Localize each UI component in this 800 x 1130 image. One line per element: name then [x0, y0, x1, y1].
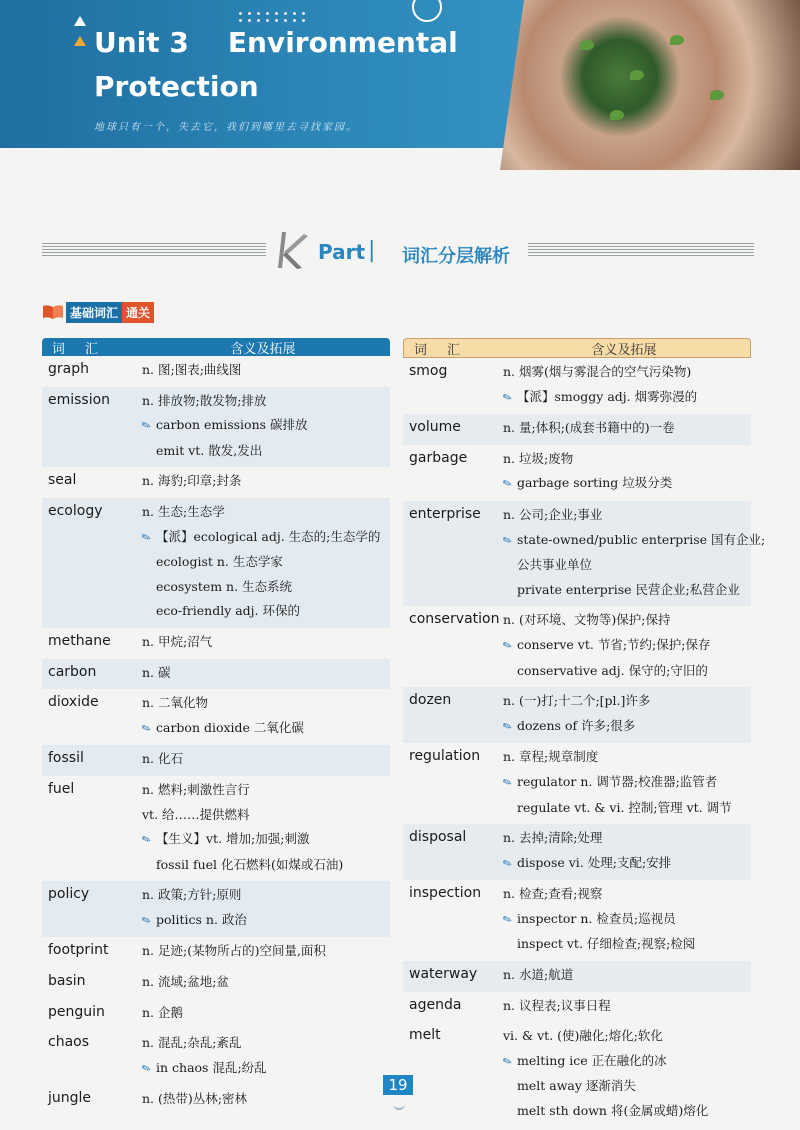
vocab-meanings — [500, 358, 751, 414]
vocab-word: policy — [48, 886, 90, 903]
pen-icon: ✎ — [500, 911, 514, 928]
vocab-meanings — [142, 999, 390, 1030]
line-text: n. 化石 — [142, 751, 183, 767]
pen-icon: ✎ — [139, 418, 153, 434]
vocab-row — [42, 387, 390, 468]
vocab-row — [42, 937, 390, 968]
vocab-row — [42, 689, 390, 745]
pen-icon: ✎ — [500, 855, 514, 872]
extension-line — [500, 633, 751, 659]
vocab-word: inspection — [409, 885, 482, 902]
vocab-word: carbon — [48, 663, 97, 680]
vocab-row — [42, 881, 390, 937]
vocab-row — [42, 1029, 390, 1085]
vocab-row — [403, 992, 751, 1023]
extension-subline — [503, 578, 765, 603]
extension-line — [139, 908, 390, 934]
pen-icon: ✎ — [500, 532, 514, 548]
vocab-meanings — [139, 498, 390, 628]
part-k-icon — [272, 228, 312, 272]
line-text: vt. 给……提供燃料 — [142, 806, 250, 822]
vocab-word: regulation — [409, 748, 481, 765]
vocab-row — [42, 356, 390, 387]
line-text: melt sth down 将(金属或蜡)熔化 — [517, 1103, 709, 1119]
line-text: n. 章程;规章制度 — [503, 749, 599, 765]
meaning-line — [142, 1031, 390, 1056]
extension-subline — [142, 599, 390, 624]
meaning-line — [142, 630, 390, 655]
line-text: ecosystem n. 生态系统 — [156, 578, 293, 594]
vocab-row — [42, 628, 390, 659]
unit-subtitle: 地球只有一个，失去它，我们到哪里去寻找家园。 — [94, 122, 358, 133]
triangle-icon — [74, 36, 86, 46]
extension-subline — [503, 1099, 751, 1124]
sprout-icon — [630, 70, 644, 80]
line-text: n. 生态;生态学 — [142, 503, 225, 519]
vocab-meanings — [142, 467, 390, 498]
extension-subline — [142, 575, 390, 600]
vocab-word: dioxide — [48, 694, 99, 711]
line-text: n. 公司;企业;事业 — [503, 506, 603, 522]
line-text: emit vt. 散发,发出 — [156, 442, 263, 458]
vocab-meanings — [142, 659, 390, 690]
line-text: 【派】ecological adj. 生态的;生态学的 — [156, 528, 381, 544]
meaning-line — [503, 882, 751, 907]
vocab-row — [42, 1085, 390, 1116]
line-text: n. 混乱;杂乱;紊乱 — [142, 1035, 242, 1051]
line-text: dozens of 许多;很多 — [517, 717, 636, 733]
line-text: n. 甲烷;沼气 — [142, 633, 213, 649]
extension-line — [500, 471, 751, 497]
extension-line — [139, 716, 390, 742]
vocab-word: penguin — [48, 1003, 105, 1020]
meaning-line — [142, 691, 390, 716]
vocab-word: fuel — [48, 780, 75, 797]
line-text: n. (热带)丛林;密林 — [142, 1091, 247, 1107]
vocab-row — [42, 776, 390, 881]
line-text: melting ice 正在融化的冰 — [517, 1052, 667, 1068]
pen-icon: ✎ — [139, 912, 153, 929]
meaning-line — [142, 1087, 390, 1112]
header-word: 词 汇 — [413, 342, 469, 358]
pen-icon: ✎ — [500, 774, 514, 791]
vocab-word: conservation — [409, 611, 500, 628]
vocab-row — [403, 606, 751, 687]
vocab-row — [403, 1022, 751, 1127]
meaning-line — [503, 745, 751, 770]
line-text: in chaos 混乱;纷乱 — [156, 1059, 267, 1075]
line-text: n. 燃料;刺激性言行 — [142, 781, 250, 797]
line-text: n. 去掉;清除;处理 — [503, 830, 603, 846]
meaning-line — [142, 1001, 390, 1026]
extension-subline — [503, 553, 765, 578]
vocab-meanings — [500, 501, 766, 606]
vocab-word: smog — [409, 363, 448, 379]
meaning-line — [503, 689, 751, 714]
line-text: private enterprise 民营企业;私营企业 — [517, 581, 740, 597]
sprout-icon — [710, 90, 724, 100]
extension-subline — [503, 796, 751, 821]
line-text: regulator n. 调节器;校准器;监管者 — [517, 773, 718, 789]
section-label-pass: 通关 — [122, 302, 154, 323]
vocab-meanings — [142, 628, 390, 659]
extension-line — [500, 1049, 751, 1075]
vocab-word: ecology — [48, 502, 103, 519]
vocab-table-left — [42, 338, 390, 1116]
line-text: n. 海豹;印章;封条 — [142, 473, 242, 489]
meaning-line — [503, 503, 765, 528]
section-label-basic: 基础词汇 — [66, 302, 122, 323]
line-text: 公共事业单位 — [517, 557, 593, 573]
vocab-row — [42, 745, 390, 776]
vocab-row — [403, 743, 751, 824]
line-text: eco-friendly adj. 环保的 — [156, 603, 301, 619]
part-letter: K — [292, 254, 295, 259]
unit-title-line1: Unit 3 Environmental — [94, 26, 458, 59]
vocab-row — [42, 467, 390, 498]
page-number: 19 — [383, 1075, 413, 1095]
meaning-line — [503, 416, 751, 441]
vocab-word: basin — [48, 973, 86, 990]
sprout-icon — [610, 110, 624, 120]
pen-icon: ✎ — [500, 389, 514, 405]
pen-icon: ✎ — [500, 1053, 514, 1070]
meaning-line — [503, 994, 751, 1019]
line-text: 【生义】vt. 增加;加强;刺激 — [156, 831, 310, 847]
pen-icon: ✎ — [500, 637, 514, 654]
meaning-line — [503, 608, 751, 633]
part-label: Part — [318, 240, 366, 264]
meaning-line — [503, 360, 751, 385]
decorative-dots — [236, 10, 306, 24]
vocab-row — [42, 999, 390, 1030]
vocab-word: enterprise — [409, 505, 481, 522]
vocab-row — [403, 445, 751, 501]
line-text: carbon emissions 碳排放 — [156, 417, 308, 433]
line-text: n. 二氧化物 — [142, 695, 208, 711]
vocab-meanings — [142, 1085, 390, 1116]
vocab-meanings — [500, 743, 751, 824]
meaning-line — [503, 447, 751, 472]
line-text: vi. & vt. (使)融化;熔化;软化 — [503, 1028, 663, 1044]
extension-line — [500, 851, 751, 877]
pen-icon: ✎ — [500, 476, 514, 492]
pen-icon: ✎ — [139, 832, 153, 848]
line-text: n. 垃圾;废物 — [503, 450, 574, 466]
extension-subline — [142, 439, 390, 464]
extension-subline — [503, 932, 751, 957]
vocab-word: footprint — [48, 942, 109, 959]
line-text: n. 碳 — [142, 664, 171, 680]
line-text: conserve vt. 节省;节约;保护;保存 — [517, 636, 711, 652]
hands-with-seedlings-photo — [500, 0, 800, 170]
pen-icon: ✎ — [139, 1060, 153, 1077]
vocab-word: melt — [409, 1027, 441, 1044]
hatch-rule-right — [528, 242, 754, 256]
meaning-line — [142, 500, 390, 525]
vocab-row — [42, 659, 390, 690]
vocab-row — [403, 824, 751, 880]
meaning-line — [142, 661, 390, 686]
line-text: regulate vt. & vi. 控制;管理 vt. 调节 — [517, 799, 732, 815]
vocab-word: garbage — [409, 449, 468, 466]
line-text: n. 议程表;议事日程 — [503, 997, 611, 1013]
extension-line — [500, 714, 751, 740]
vocab-row — [403, 414, 751, 445]
vocab-meanings — [139, 776, 390, 881]
meaning-line — [142, 883, 390, 908]
vocab-row — [42, 968, 390, 999]
meaning-line — [142, 747, 390, 772]
vocab-meanings — [500, 687, 751, 743]
vocab-word: graph — [48, 361, 89, 377]
line-text: n. (对环境、文物等)保护;保持 — [503, 612, 671, 628]
pen-icon: ✎ — [500, 718, 514, 735]
vocab-meanings — [142, 356, 390, 387]
vocab-meanings — [142, 745, 390, 776]
extension-subline — [503, 659, 751, 684]
part-title: 词汇分层解析 — [402, 246, 510, 267]
table-header — [403, 338, 751, 358]
vocab-row — [403, 358, 751, 414]
vocab-word: volume — [409, 419, 461, 436]
vocab-row — [403, 880, 751, 961]
line-text: conservative adj. 保守的;守旧的 — [517, 662, 708, 678]
sprout-icon — [580, 40, 594, 50]
vocab-meanings — [500, 1022, 751, 1127]
header-word: 词 汇 — [51, 341, 107, 357]
vocab-word: methane — [48, 632, 111, 649]
line-text: inspect vt. 仔细检查;视察;检阅 — [517, 936, 696, 952]
vocab-meanings — [503, 414, 751, 445]
vocab-meanings — [142, 937, 390, 968]
extension-subline — [142, 550, 390, 575]
vocab-word: waterway — [409, 966, 478, 983]
vocab-meanings — [139, 387, 390, 468]
extension-subline — [142, 853, 390, 878]
meaning-line — [503, 963, 751, 988]
extension-line — [500, 385, 751, 411]
vocab-meanings — [503, 992, 751, 1023]
extension-line — [139, 413, 390, 439]
line-text: n. 排放物;散发物;排放 — [142, 392, 267, 408]
vocab-word: fossil — [48, 750, 84, 767]
line-text: n. 量;体积;(成套书籍中的)一卷 — [503, 420, 675, 436]
extension-line — [139, 1056, 390, 1082]
table-body — [42, 356, 390, 1116]
line-text: 【派】smoggy adj. 烟雾弥漫的 — [517, 388, 698, 404]
extension-line — [500, 528, 766, 554]
vocab-row — [403, 501, 766, 606]
line-text: state-owned/public enterprise 国有企业; — [517, 531, 766, 547]
line-text: n. 水道;航道 — [503, 967, 574, 983]
table-header — [42, 338, 390, 356]
vocab-row — [42, 498, 390, 628]
table-body — [403, 358, 766, 1128]
pen-icon: ✎ — [139, 720, 153, 737]
line-text: garbage sorting 垃圾分类 — [517, 475, 673, 491]
line-text: n. 烟雾(烟与雾混合的空气污染物) — [503, 364, 692, 379]
meaning-line — [142, 803, 390, 828]
unit-title-line2: Protection — [94, 70, 259, 103]
extension-line — [500, 907, 751, 933]
line-text: melt away 逐渐消失 — [517, 1078, 636, 1094]
line-text: carbon dioxide 二氧化碳 — [156, 719, 304, 735]
line-text: n. 足迹;(某物所占的)空间量,面积 — [142, 943, 326, 959]
line-text: n. 企鹅 — [142, 1004, 183, 1020]
pen-icon: ✎ — [139, 529, 153, 545]
vocab-meanings — [139, 881, 390, 937]
extension-line — [500, 770, 751, 796]
open-book-icon — [42, 304, 64, 320]
header-meaning: 含义及拓展 — [230, 341, 296, 357]
meaning-line — [142, 469, 390, 494]
vocab-meanings — [500, 824, 751, 880]
vocab-word: disposal — [409, 829, 467, 846]
vocab-meanings — [500, 880, 751, 961]
vocab-word: chaos — [48, 1034, 90, 1051]
line-text: fossil fuel 化石燃料(如煤或石油) — [156, 856, 344, 872]
unit-banner — [0, 0, 800, 160]
vocab-row — [403, 961, 751, 992]
vocab-meanings — [142, 968, 390, 999]
line-text: n. (一)打;十二个;[pl.]许多 — [503, 693, 651, 709]
meaning-line — [142, 970, 390, 995]
vocab-meanings — [139, 1029, 390, 1085]
hatch-rule-left — [42, 242, 266, 256]
meaning-line — [142, 939, 390, 964]
line-text: n. 图;图表;曲线图 — [142, 362, 242, 377]
line-text: politics n. 政治 — [156, 911, 247, 927]
vocab-meanings — [500, 606, 751, 687]
extension-line — [139, 827, 390, 853]
meaning-line — [142, 778, 390, 803]
line-text: n. 政策;方针;原则 — [142, 887, 242, 903]
line-text: n. 检查;查看;视察 — [503, 886, 603, 902]
part-separator: | — [368, 238, 376, 263]
sprout-icon — [670, 35, 684, 45]
meaning-line — [503, 826, 751, 851]
vocab-word: jungle — [48, 1090, 92, 1107]
meaning-line — [142, 389, 390, 414]
line-text: ecologist n. 生态学家 — [156, 554, 283, 570]
meaning-line — [503, 1024, 751, 1049]
line-text: inspector n. 检查员;巡视员 — [517, 910, 676, 926]
vocab-word: emission — [48, 391, 111, 408]
vocab-meanings — [503, 961, 751, 992]
extension-subline — [503, 1074, 751, 1099]
section-label — [66, 302, 154, 322]
vocab-word: seal — [48, 472, 77, 489]
meaning-line — [142, 358, 390, 383]
vocab-word: agenda — [409, 996, 462, 1013]
vocab-meanings — [500, 445, 751, 501]
vocab-meanings — [139, 689, 390, 745]
triangle-icon — [74, 16, 86, 26]
line-text: dispose vi. 处理;支配;安排 — [517, 854, 672, 870]
vocab-table-right — [403, 338, 766, 1128]
vocab-word: dozen — [409, 692, 452, 709]
line-text: n. 流域;盆地;盆 — [142, 974, 229, 990]
header-meaning: 含义及拓展 — [591, 342, 657, 358]
vocab-row — [403, 687, 751, 743]
extension-line — [139, 525, 390, 551]
